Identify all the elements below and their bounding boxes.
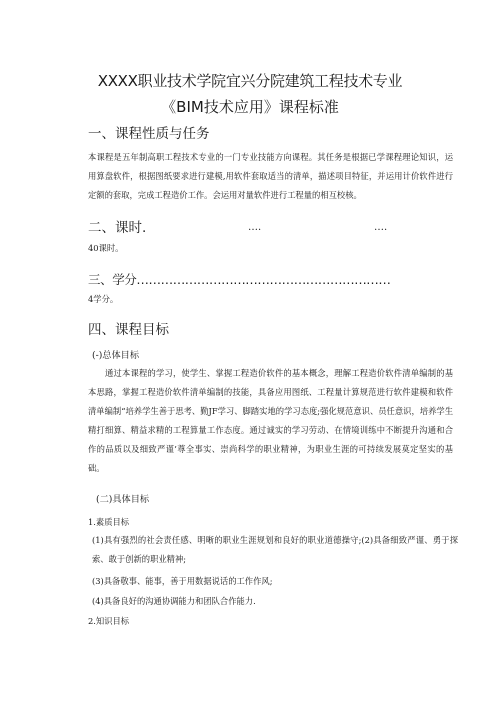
section2-dots-a: ….	[248, 222, 262, 233]
quality-goal-item-4: (4)具备良好的沟通协调能力和团队合作能力.	[92, 596, 256, 606]
general-goal-body: 通过本课程的学习，使学生、掌握工程造价软件的基本概念，理解工程造价软件清单编制的基本思路，掌握工程造价软件清单编制的技能，具备应用图纸、工程量计算规范进行软件建模和软件清单编制“培养学生善于思考、勤JF学习、脚踏实地的学习态度;强化规范意识、员任意识，培养学生精打细算、精益求精的工程算量工作态度。通过诚实的学习劳动、在情境训练中不断提升沟通和合作的品质以及细致严谨’尊全事实、崇尚科学的职业精神，为职业生涯的可持续发展莫定坚实的基础。	[88, 368, 453, 473]
section2-dots-b: ….	[374, 222, 388, 233]
section2-heading: 二、课时.	[88, 220, 147, 236]
knowledge-goal-heading: 2.知识目标	[88, 616, 130, 626]
document-title-line2: 《BIM技术应用》课程标准	[161, 98, 339, 116]
specific-goal-heading: (二)具体目标	[96, 494, 150, 505]
general-goal-heading: (-)总体目标	[92, 350, 140, 361]
section1-heading: 一、课程性质与任务	[88, 126, 210, 142]
section3-body: 4学分。	[88, 294, 119, 304]
quality-goal-heading: 1.素质目标	[88, 517, 130, 527]
quality-goal-item-1: (1)具有强烈的社会责任感、明晰的职业生涯规划和良好的职业道德操守;(2)具备细致严谨、勇于探索、敢于创新的职业精神;	[92, 535, 458, 564]
quality-goal-item-3: (3)具备敬事、能事，善于用数据说话的工作作风;	[92, 576, 273, 586]
section4-heading: 四、课程目标	[88, 322, 169, 338]
section3-heading: 三、学分………………………………………………………	[88, 272, 391, 287]
section1-body: 本课程是五年制高职工程技术专业的一门专业技能方向课程。其任务是根据已学课程理论知识，运用算盘软件，根据图纸要求进行建模,用软件套取适当的清单，描述项目特征，并运用计价软件进行定额的套取，完成工程造价工作。会运用对量软件进行工程量的相互校核。	[88, 152, 453, 200]
section2-body: 40课时。	[88, 243, 124, 253]
document-title-line1: XXXX职业技术学院宜兴分院建筑工程技术专业	[97, 72, 403, 90]
